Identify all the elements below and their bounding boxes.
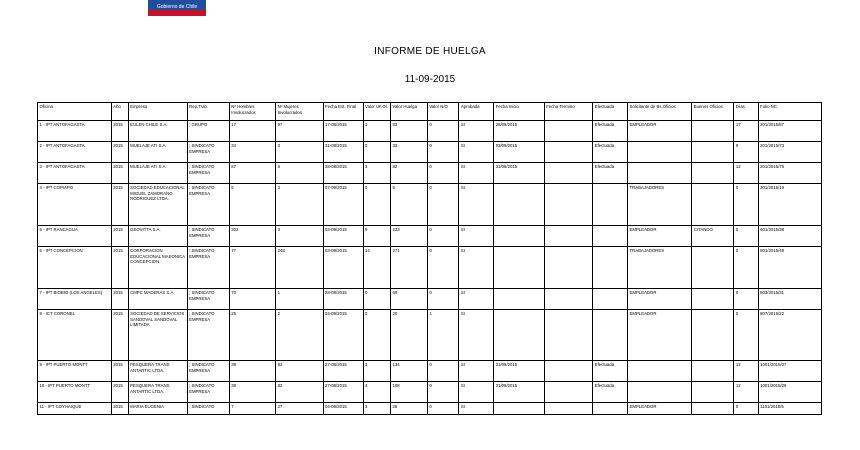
table-cell: 25 bbox=[229, 310, 275, 361]
table-cell: 2015 bbox=[111, 121, 128, 142]
table-cell bbox=[692, 142, 734, 163]
column-header: Folio NC bbox=[758, 103, 821, 121]
table-cell: ; SINDICATO EMPRESA bbox=[187, 247, 229, 289]
table-cell: 0 bbox=[427, 121, 459, 142]
table-cell: Efectuada bbox=[593, 163, 628, 184]
table-cell: 3 - IPT ANTOFAGASTA bbox=[38, 163, 112, 184]
table-cell: 27-08/2015 bbox=[323, 361, 363, 382]
government-logo bbox=[148, 0, 206, 16]
table-cell: MUELAJE ATI S.A. bbox=[128, 142, 187, 163]
table-cell: SI bbox=[459, 142, 494, 163]
table-cell: EMPLEADOR bbox=[628, 310, 692, 361]
column-header: Valor N/O bbox=[427, 103, 459, 121]
table-cell: 0 bbox=[363, 184, 390, 226]
table-cell: EMPLEADOR bbox=[628, 121, 692, 142]
table-cell: ; SINDICATO EMPRESA bbox=[187, 163, 229, 184]
table-cell bbox=[692, 247, 734, 289]
table-cell: 2015 bbox=[111, 361, 128, 382]
table-cell: ; SINDICATO EMPRESA bbox=[187, 361, 229, 382]
table-header-row bbox=[38, 103, 822, 121]
table-row bbox=[38, 289, 822, 310]
table-row bbox=[38, 361, 822, 382]
table-cell: 70 bbox=[229, 289, 275, 310]
table-cell: 87 bbox=[229, 163, 275, 184]
table-cell: 27-08/2015 bbox=[323, 382, 363, 403]
column-header: Fecha Inicio bbox=[494, 103, 545, 121]
table-cell: SI bbox=[459, 403, 494, 415]
table-cell: 271 bbox=[390, 247, 427, 289]
table-cell: 11 - IPT COYHAIQUE bbox=[38, 403, 112, 415]
table-cell: SOCIEDAD DE SERVICIOS SANDOVAL SANDOVAL LIMITADA bbox=[128, 310, 187, 361]
table-cell: 0 bbox=[363, 310, 390, 361]
table-cell: EMPLEADOR bbox=[628, 226, 692, 247]
table-cell: ; SINDICATO EMPRESA bbox=[187, 184, 229, 226]
table-cell: ; SINDICATO bbox=[187, 403, 229, 415]
table-cell bbox=[692, 289, 734, 310]
table-cell: 0 bbox=[427, 289, 459, 310]
table-cell bbox=[692, 403, 734, 415]
table-cell bbox=[544, 403, 592, 415]
table-row bbox=[38, 184, 822, 226]
table-cell: 8 - ICT CORONEL bbox=[38, 310, 112, 361]
table-cell bbox=[494, 289, 545, 310]
table-cell: SI bbox=[459, 361, 494, 382]
table-cell: 27 bbox=[276, 403, 323, 415]
table-cell bbox=[593, 310, 628, 361]
table-cell: 0 bbox=[734, 289, 758, 310]
table-cell: SI bbox=[459, 226, 494, 247]
table-cell: MUELAJE ATI S.A. bbox=[128, 163, 187, 184]
column-header: Solicitante de Bs.Oficios bbox=[628, 103, 692, 121]
table-cell: 9 bbox=[363, 226, 390, 247]
table-cell: Efectuada bbox=[593, 121, 628, 142]
table-cell: 31/08/2015 bbox=[494, 361, 545, 382]
table-cell: 0 bbox=[427, 361, 459, 382]
table-cell: 33 bbox=[390, 142, 427, 163]
table-cell: PESQUERA TRANS ANTARTIC LTDA. bbox=[128, 361, 187, 382]
table-cell: 1001/2015/29 bbox=[758, 382, 821, 403]
table-cell: 83 bbox=[276, 361, 323, 382]
table-cell bbox=[544, 247, 592, 289]
column-header: Valor Huelga bbox=[390, 103, 427, 121]
table-cell: 1 bbox=[276, 289, 323, 310]
table-cell: 2 - IPT ANTOFAGASTA bbox=[38, 142, 112, 163]
table-cell: Efectuada bbox=[593, 142, 628, 163]
table-cell: 2015 bbox=[111, 247, 128, 289]
table-cell: 3 bbox=[276, 226, 323, 247]
table-cell: 82 bbox=[390, 163, 427, 184]
table-cell bbox=[692, 361, 734, 382]
table-cell bbox=[544, 226, 592, 247]
table-cell bbox=[494, 247, 545, 289]
table-cell bbox=[593, 289, 628, 310]
table-cell: 248 bbox=[276, 247, 323, 289]
table-cell: ; SINDICATO EMPRESA bbox=[187, 289, 229, 310]
table-cell: 04-09/2015 bbox=[323, 310, 363, 361]
column-header: Aprobada bbox=[459, 103, 494, 121]
table-cell: 2015 bbox=[111, 310, 128, 361]
table-cell: 2015 bbox=[111, 226, 128, 247]
table-cell: 807/2015/22 bbox=[758, 310, 821, 361]
table-cell bbox=[544, 310, 592, 361]
table-cell bbox=[628, 142, 692, 163]
table-cell: 97 bbox=[276, 121, 323, 142]
table-cell: 28/08/2015 bbox=[494, 121, 545, 142]
report-title: INFORME DE HUELGA bbox=[374, 46, 486, 57]
table-cell bbox=[494, 310, 545, 361]
table-row bbox=[38, 247, 822, 289]
table-cell bbox=[593, 247, 628, 289]
table-cell: 201/2015/76 bbox=[758, 163, 821, 184]
table-cell: 03/09/2015 bbox=[494, 142, 545, 163]
table-cell: 9 bbox=[734, 142, 758, 163]
table-cell: 6 - IPT CONCEPCION bbox=[38, 247, 112, 289]
table-cell bbox=[544, 142, 592, 163]
table-cell: 4 bbox=[363, 382, 390, 403]
table-cell: 77 bbox=[229, 247, 275, 289]
table-cell: 601/2015/38 bbox=[758, 226, 821, 247]
table-row bbox=[38, 403, 822, 415]
table-cell: 31/08/2015 bbox=[494, 382, 545, 403]
table-row bbox=[38, 121, 822, 142]
table-cell: 0 bbox=[734, 247, 758, 289]
table-cell: 0 bbox=[734, 184, 758, 226]
column-header: Fecha Termino bbox=[544, 103, 592, 121]
table-cell: EMPLEADOR bbox=[628, 289, 692, 310]
table-cell: 17-08/2015 bbox=[323, 121, 363, 142]
column-header: Fecha Est. Final bbox=[323, 103, 363, 121]
table-cell: 803/2015/31 bbox=[758, 289, 821, 310]
table-cell: EULEN CHILE S.A. bbox=[128, 121, 187, 142]
table-cell: 5 bbox=[229, 184, 275, 226]
table-cell: 0 bbox=[427, 163, 459, 184]
table-cell: 83 bbox=[276, 382, 323, 403]
table-cell: 301/2015/19 bbox=[758, 184, 821, 226]
table-cell: 3 bbox=[276, 184, 323, 226]
table-cell bbox=[544, 382, 592, 403]
table-cell: 7 bbox=[229, 403, 275, 415]
table-cell: 39 bbox=[229, 361, 275, 382]
table-cell: CITANDO bbox=[692, 226, 734, 247]
table-cell bbox=[593, 184, 628, 226]
table-cell: 07-09/2015 bbox=[323, 184, 363, 226]
table-cell bbox=[544, 289, 592, 310]
table-cell: 03-09/2015 bbox=[323, 247, 363, 289]
table-cell: Efectuada bbox=[593, 361, 628, 382]
table-cell: 3 bbox=[363, 163, 390, 184]
table-cell bbox=[544, 121, 592, 142]
column-header: Buenos Oficios bbox=[692, 103, 734, 121]
table-cell: 0 bbox=[734, 226, 758, 247]
table-cell: 1 bbox=[363, 121, 390, 142]
column-header: Nº Mujeres Involucrados bbox=[276, 103, 323, 121]
column-header: Valor UF.Ol. bbox=[363, 103, 390, 121]
table-cell: 201/2015/73 bbox=[758, 142, 821, 163]
table-cell: 201/2015/87 bbox=[758, 121, 821, 142]
table-cell bbox=[544, 163, 592, 184]
table-body bbox=[38, 121, 822, 415]
table-cell: TRABAJADORES bbox=[628, 184, 692, 226]
table-cell: 233 bbox=[390, 226, 427, 247]
table-cell: 31-08/2015 bbox=[323, 142, 363, 163]
table-cell: SI bbox=[459, 247, 494, 289]
table-cell bbox=[692, 310, 734, 361]
table-cell: 10 - IPT PUERTO MONTT bbox=[38, 382, 112, 403]
table-cell bbox=[628, 382, 692, 403]
table-cell: 108 bbox=[390, 382, 427, 403]
table-cell: 17 bbox=[229, 121, 275, 142]
table-cell: 0 bbox=[427, 403, 459, 415]
table-cell: 5 bbox=[390, 184, 427, 226]
table-cell: 5 - IPT RANCAGUA bbox=[38, 226, 112, 247]
table-cell: 1 - IPT ANTOFAGASTA bbox=[38, 121, 112, 142]
table-cell: 28-08/2015 bbox=[323, 289, 363, 310]
table-cell bbox=[494, 226, 545, 247]
table-cell: 0 bbox=[734, 403, 758, 415]
table-cell bbox=[544, 361, 592, 382]
table-cell: 04-09/2015 bbox=[323, 403, 363, 415]
table-cell: CMPC MADERAS S.A. bbox=[128, 289, 187, 310]
table-cell: 0 bbox=[363, 142, 390, 163]
table-cell: SI bbox=[459, 121, 494, 142]
table-cell bbox=[628, 163, 692, 184]
table-cell: 0 bbox=[734, 310, 758, 361]
table-cell bbox=[544, 184, 592, 226]
table-cell: 0 bbox=[363, 289, 390, 310]
table-cell: 12 bbox=[734, 163, 758, 184]
table-cell: 0 bbox=[427, 142, 459, 163]
table-cell: 31/08/2015 bbox=[494, 163, 545, 184]
table-cell: 28-08/2015 bbox=[323, 163, 363, 184]
table-cell: 1001/2015/27 bbox=[758, 361, 821, 382]
table-cell: 2015 bbox=[111, 184, 128, 226]
table-cell: 1101/2015/5 bbox=[758, 403, 821, 415]
table-cell: 2015 bbox=[111, 382, 128, 403]
table-cell: SI bbox=[459, 382, 494, 403]
table-cell: 0 bbox=[427, 382, 459, 403]
table-cell: SI bbox=[459, 184, 494, 226]
table-row bbox=[38, 382, 822, 403]
table-cell: 12 bbox=[734, 382, 758, 403]
table-cell: 20 bbox=[390, 310, 427, 361]
table-cell: 2015 bbox=[111, 289, 128, 310]
table-cell: ; SINDICATO EMPRESA bbox=[187, 382, 229, 403]
table-cell: 69 bbox=[390, 289, 427, 310]
column-header: Nº Hombres Involucrados bbox=[229, 103, 275, 121]
logo-red-bar bbox=[148, 10, 206, 16]
table-cell: CORPORACION EDUCACIONAL MASONICA CONCEPCION. bbox=[128, 247, 187, 289]
table-cell: SI bbox=[459, 163, 494, 184]
table-cell bbox=[692, 163, 734, 184]
table-cell: 2015 bbox=[111, 142, 128, 163]
table-row bbox=[38, 142, 822, 163]
table-cell: GEOVITTA S.A. bbox=[128, 226, 187, 247]
table-cell: 17 bbox=[734, 121, 758, 142]
table-cell: MARIA EUGENIA bbox=[128, 403, 187, 415]
table-cell: ; SINDICATO EMPRESA bbox=[187, 310, 229, 361]
table-cell: ; GRUPO bbox=[187, 121, 229, 142]
table-cell: SI bbox=[459, 310, 494, 361]
strike-report-table bbox=[37, 102, 822, 415]
table-cell: 83 bbox=[390, 121, 427, 142]
table-cell: ; SINDICATO EMPRESA bbox=[187, 226, 229, 247]
table-cell: ; SINDICATO EMPRESA bbox=[187, 142, 229, 163]
table-row bbox=[38, 163, 822, 184]
table-cell: 4 - IPT COPIAPO bbox=[38, 184, 112, 226]
table-cell: 3 bbox=[363, 403, 390, 415]
table-cell: PESQUERA TRANS ANTARTIC LTDA. bbox=[128, 382, 187, 403]
table-cell: 801/2015/48 bbox=[758, 247, 821, 289]
table-cell: 3 bbox=[363, 361, 390, 382]
table-cell: 2015 bbox=[111, 403, 128, 415]
table-cell bbox=[494, 184, 545, 226]
table-cell: 0 bbox=[427, 184, 459, 226]
table-cell bbox=[593, 403, 628, 415]
table-cell bbox=[692, 184, 734, 226]
table-cell: 14 bbox=[363, 247, 390, 289]
table-cell: 0 bbox=[427, 226, 459, 247]
table-cell bbox=[494, 403, 545, 415]
table-row bbox=[38, 310, 822, 361]
table-cell: 6 bbox=[276, 163, 323, 184]
table-cell bbox=[628, 361, 692, 382]
column-header: Año bbox=[111, 103, 128, 121]
table-row bbox=[38, 226, 822, 247]
table-cell: 34 bbox=[229, 142, 275, 163]
report-date: 11-09-2015 bbox=[404, 74, 456, 85]
column-header: Oficina bbox=[38, 103, 112, 121]
column-header: Efectuada bbox=[593, 103, 628, 121]
table-cell: TRABAJADORES bbox=[628, 247, 692, 289]
table-cell: 134 bbox=[390, 361, 427, 382]
table-cell: 0 bbox=[276, 142, 323, 163]
table-cell: 2 bbox=[276, 310, 323, 361]
table-cell: 9 - IPT PUERTO MONTT bbox=[38, 361, 112, 382]
table-cell: SOCIEDAD EDUCACIONAL MIGUEL ZAMORANO RODRIGUEZ LTDA. bbox=[128, 184, 187, 226]
table-cell: 2015 bbox=[111, 163, 128, 184]
table-cell: 302 bbox=[229, 226, 275, 247]
table-cell: 0 bbox=[427, 247, 459, 289]
table-cell: 12 bbox=[734, 361, 758, 382]
table-cell: SI bbox=[459, 289, 494, 310]
logo-text: Gobierno de Chile bbox=[156, 4, 198, 10]
table-cell: Efectuada bbox=[593, 382, 628, 403]
table-cell: 1 bbox=[427, 310, 459, 361]
table-cell: 39 bbox=[229, 382, 275, 403]
column-header: Empresa bbox=[128, 103, 187, 121]
table-cell: 7 - IPT BIOBIO (LOS ANGELES) bbox=[38, 289, 112, 310]
table-cell: 03-09/2015 bbox=[323, 226, 363, 247]
table-cell bbox=[593, 226, 628, 247]
column-header: Días bbox=[734, 103, 758, 121]
column-header: Rep.Trab. bbox=[187, 103, 229, 121]
table-cell bbox=[692, 121, 734, 142]
table-cell bbox=[692, 382, 734, 403]
table-cell: 28 bbox=[390, 403, 427, 415]
table-cell: EMPLEADOR bbox=[628, 403, 692, 415]
